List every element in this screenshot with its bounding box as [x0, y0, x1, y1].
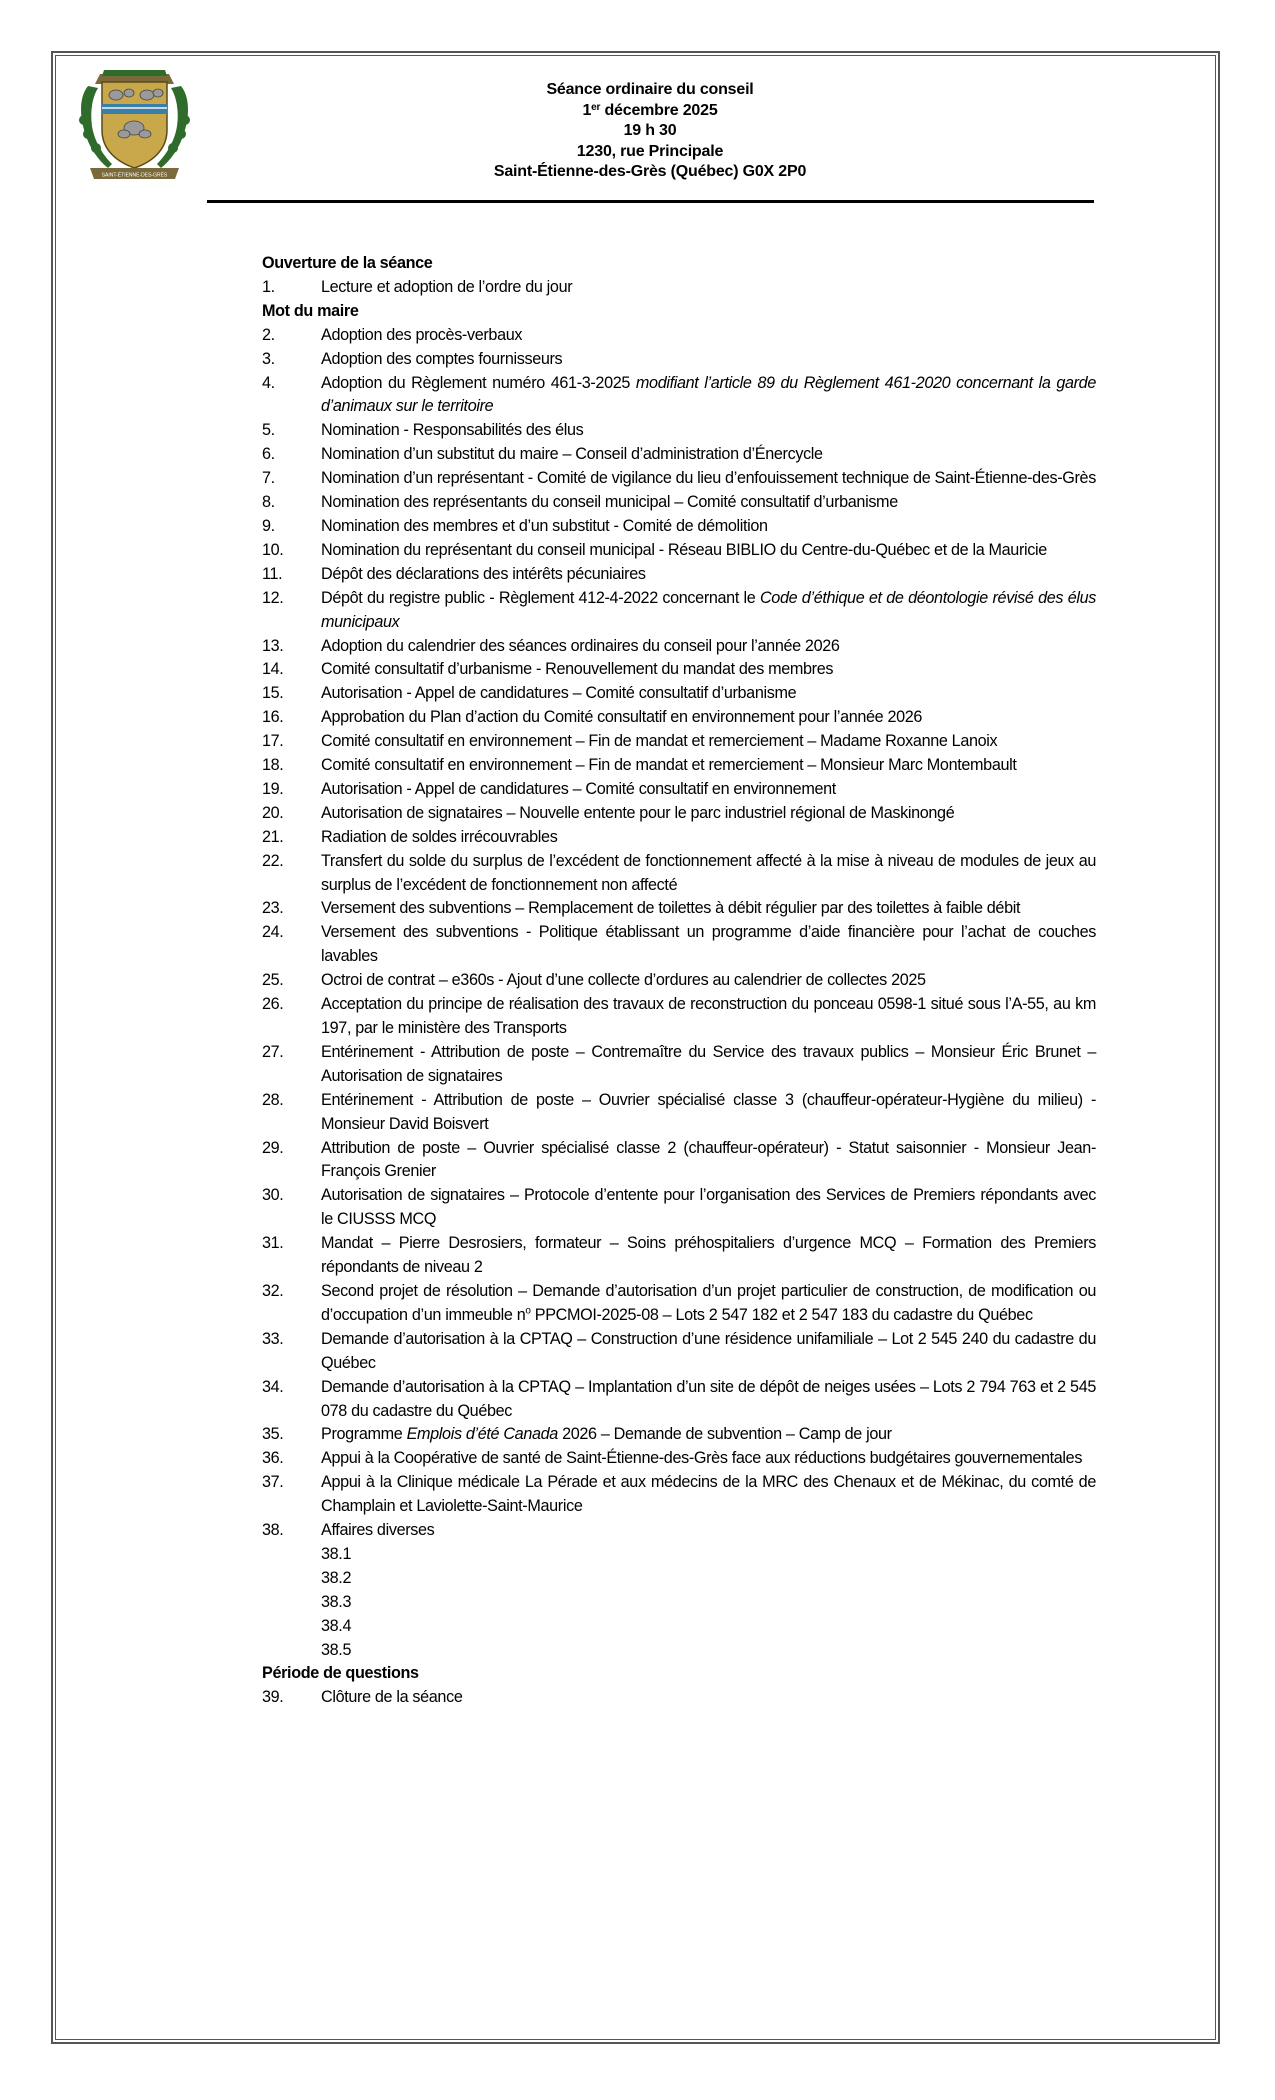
agenda-item: 32. Second projet de résolution – Demande d’autorisation d’un projet particulier de construction, de modification ou d’occupation d’un immeuble $n^o$ PPCMOI-2025-08 – Lots 2 547 182 et 2 547 183 du cadastre du Québec — [262, 1281, 1096, 1324]
agenda-item: 4. Adoption du Règlement numéro 461-3-2025 modifiant l’article 89 du Règlement 461-2020 concernant la garde d’animaux sur le territoire — [262, 373, 1096, 416]
agenda-item: 35. Programme Emplois d’été Canada 2026 – Demande de subvention – Camp de jour — [262, 1425, 892, 1444]
agenda-item: 7. Nomination d’un représentant - Comité de vigilance du lieu d’enfouissement technique de Saint-Étienne-des-Grès — [262, 469, 1096, 488]
agenda-item: 10. Nomination du représentant du conseil municipal - Réseau BIBLIO du Centre-du-Québec et de la Mauricie — [262, 540, 1047, 559]
meeting-time: 19 h 30 — [623, 122, 677, 139]
agenda-item: 11. Dépôt des déclarations des intérêts pécuniaires — [262, 564, 646, 583]
agenda-item: 25. Octroi de contrat – e360s - Ajout d’une collecte d’ordures au calendrier de collectes 2025 — [262, 971, 926, 990]
meeting-date: 1er décembre 2025 — [582, 101, 718, 119]
agenda-item: 5. Nomination - Responsabilités des élus — [262, 421, 584, 440]
meeting-address: 1230, rue Principale — [576, 142, 724, 160]
agenda-item: 38. Affaires diverses — [262, 1521, 435, 1540]
crest-motto: SAINT-ÉTIENNE-DES-GRÈS — [101, 172, 168, 179]
agenda-item: 9. Nomination des membres et d’un substitut - Comité de démolition — [262, 516, 768, 535]
meeting-header — [205, 80, 1095, 183]
agenda-item: 21. Radiation de soldes irrécouvrables — [262, 827, 558, 846]
agenda-subitem: 38.4 — [321, 1616, 352, 1635]
agenda-item: 30. Autorisation de signataires – Protocole d’entente pour l’organisation des Services de Premiers répondants avec le CIUSSS MCQ — [262, 1186, 1096, 1229]
agenda-item: 12. Dépôt du registre public - Règlement 412-4-2022 concernant le Code d’éthique et de déontologie révisé des élus municipaux — [262, 588, 1097, 631]
agenda-item: 24. Versement des subventions - Politique établissant un programme d’aide financière pour l’achat de couches lavables — [262, 923, 1096, 966]
section-heading: Période de questions — [262, 1664, 419, 1683]
agenda-item: 2. Adoption des procès-verbaux — [262, 325, 523, 344]
section-heading: Mot du maire — [262, 301, 359, 320]
agenda-item: 27. Entérinement - Attribution de poste – Contremaître du Service des travaux publics – Monsieur Éric Brunet – Autorisation de signataires — [262, 1042, 1096, 1085]
agenda-item: 29. Attribution de poste – Ouvrier spécialisé classe 2 (chauffeur-opérateur) - Statut saisonnier - Monsieur Jean-François Grenier — [262, 1138, 1096, 1181]
agenda-item: 22. Transfert du solde du surplus de l’excédent de fonctionnement affecté à la mise à niveau de modules de jeux au surplus de l’excédent de fonctionnement non affecté — [262, 851, 1096, 894]
section-heading: Ouverture de la séance — [262, 254, 433, 272]
agenda-item: 14. Comité consultatif d’urbanisme - Renouvellement du mandat des membres — [262, 660, 834, 679]
agenda-item: 17. Comité consultatif en environnement – Fin de mandat et remerciement – Madame Roxanne Lanoix — [262, 732, 998, 751]
agenda-item: 18. Comité consultatif en environnement – Fin de mandat et remerciement – Monsieur Marc Montembault — [262, 756, 1017, 775]
agenda-subitem: 38.5 — [321, 1640, 352, 1659]
agenda-item: 28. Entérinement - Attribution de poste – Ouvrier spécialisé classe 3 (chauffeur-opérateur-Hygiène du milieu) - Monsieur David Boisvert — [262, 1090, 1096, 1133]
agenda-item: 33. Demande d’autorisation à la CPTAQ – Construction d’une résidence unifamiliale – Lot 2 545 240 du cadastre du Québec — [262, 1329, 1096, 1372]
agenda-item: 3. Adoption des comptes fournisseurs — [262, 349, 563, 368]
agenda-item: 20. Autorisation de signataires – Nouvelle entente pour le parc industriel régional de Maskinongé — [262, 803, 955, 822]
coat-of-arms-logo — [78, 68, 191, 183]
agenda-subitem: 38.3 — [321, 1592, 352, 1611]
agenda-item: 31. Mandat – Pierre Desrosiers, formateur – Soins préhospitaliers d’urgence MCQ – Formation des Premiers répondants de niveau 2 — [262, 1234, 1096, 1277]
agenda-item: 1. Lecture et adoption de l’ordre du jour — [262, 277, 573, 296]
agenda-item: 16. Approbation du Plan d’action du Comité consultatif en environnement pour l’année 2026 — [262, 708, 923, 727]
agenda-item: 15. Autorisation - Appel de candidatures – Comité consultatif d’urbanisme — [262, 684, 797, 703]
agenda-item: 37. Appui à la Clinique médicale La Pérade et aux médecins de la MRC des Chenaux et de Mékinac, du comté de Champlain et Laviolette-Saint-Maurice — [262, 1473, 1096, 1516]
agenda-item: 36. Appui à la Coopérative de santé de Saint-Étienne-des-Grès face aux réductions budgétaires gouvernementales — [262, 1449, 1083, 1468]
agenda-item: 8. Nomination des représentants du conseil municipal – Comité consultatif d’urbanisme — [262, 493, 898, 512]
header-divider — [207, 200, 1094, 203]
agenda-item: 13. Adoption du calendrier des séances ordinaires du conseil pour l’année 2026 — [262, 636, 840, 655]
agenda-item: 19. Autorisation - Appel de candidatures – Comité consultatif en environnement — [262, 779, 836, 798]
agenda-item: 26. Acceptation du principe de réalisation des travaux de reconstruction du ponceau 0598-1 situé sous l’A-55, au km 197, par le ministère des Transports — [262, 995, 1096, 1037]
agenda-item: 39. Clôture de la séance — [262, 1688, 463, 1707]
agenda-list — [262, 252, 1096, 1710]
meeting-city: Saint-Étienne-des-Grès (Québec) G0X 2P0 — [493, 163, 807, 180]
agenda-subitem: 38.2 — [321, 1568, 352, 1587]
meeting-title: Séance ordinaire du conseil — [546, 81, 754, 98]
agenda-item: 6. Nomination d’un substitut du maire – Conseil d’administration d’Énercycle — [262, 445, 823, 464]
agenda-item: 34. Demande d’autorisation à la CPTAQ – Implantation d’un site de dépôt de neiges usées – Lots 2 794 763 et 2 545 078 du cadastre du Québec — [262, 1377, 1096, 1420]
agenda-item: 23. Versement des subventions – Remplacement de toilettes à débit régulier par des toilettes à faible débit — [262, 899, 1021, 918]
agenda-subitem: 38.1 — [321, 1544, 352, 1563]
